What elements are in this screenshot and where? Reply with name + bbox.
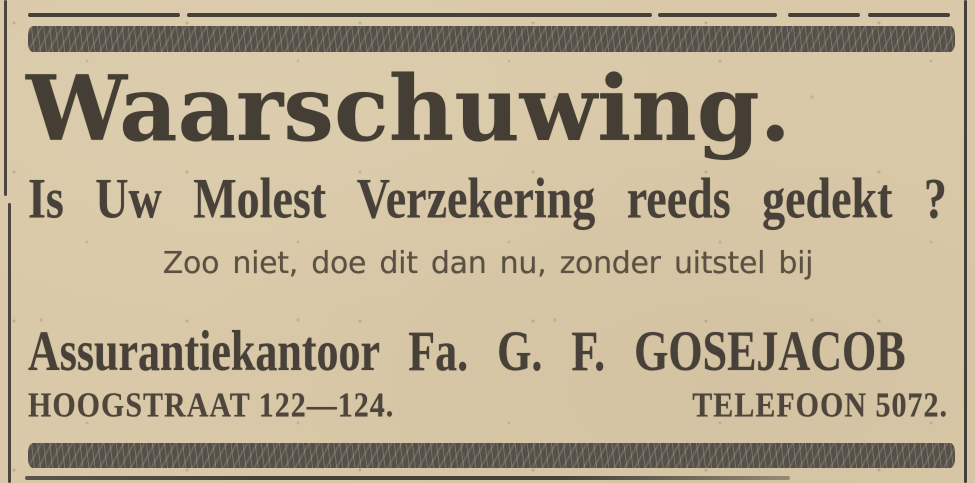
top-thin-rule-segment xyxy=(788,13,860,17)
street-address: HOOGSTRAAT 122—124. xyxy=(28,386,395,425)
top-thin-rule-segment xyxy=(187,13,652,17)
bottom-border-bar xyxy=(28,443,955,468)
right-column-rule xyxy=(964,0,967,483)
address-row xyxy=(28,386,948,425)
headline: Waarschuwing. xyxy=(26,56,791,162)
call-to-action-line: Zoo niet, doe dit dan nu, zonder uitstel bij xyxy=(162,246,814,281)
top-thin-rule-segment xyxy=(658,13,777,17)
top-thin-rule-segment xyxy=(28,13,180,17)
telephone-number: TELEFOON 5072. xyxy=(692,386,948,425)
bottom-thin-rule xyxy=(25,476,790,480)
top-thin-rule-segment xyxy=(868,13,950,17)
top-border-bar xyxy=(28,26,955,52)
company-name-line: Assurantiekantoor Fa. G. F. GOSEJACOB xyxy=(28,319,906,383)
left-column-rule-bottom xyxy=(8,203,11,483)
left-column-rule-top xyxy=(4,0,7,196)
question-line: Is Uw Molest Verzekering reeds gedekt ? xyxy=(28,166,947,230)
